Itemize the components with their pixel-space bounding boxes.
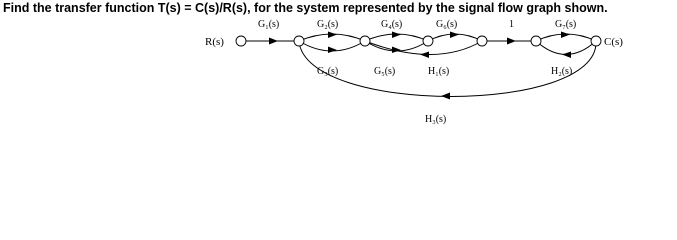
arrow-g2 (328, 32, 337, 39)
node-3 (423, 36, 433, 46)
arrow-g6 (450, 32, 459, 39)
label-g5: G₅(s) (374, 66, 396, 77)
label-h1: H₁(s) (428, 66, 450, 77)
input-label: R(s) (205, 36, 224, 48)
label-h2: H₂(s) (551, 66, 573, 77)
label-g3: G₃(s) (317, 66, 339, 77)
node-output (591, 36, 601, 46)
label-g4: G₄(s) (381, 19, 403, 30)
arrow-unity (507, 38, 516, 45)
arrow-h3 (441, 93, 450, 100)
node-4 (477, 36, 487, 46)
label-unity: 1 (509, 19, 514, 30)
label-g6: G₆(s) (436, 19, 458, 30)
node-input (236, 36, 246, 46)
label-g1: G₁(s) (258, 19, 280, 30)
arrow-g1 (269, 38, 278, 45)
node-5 (531, 36, 541, 46)
arrow-h2 (562, 52, 571, 59)
label-h3: H₃(s) (425, 114, 447, 125)
arrow-g7 (561, 32, 570, 39)
label-g7: G₇(s) (555, 19, 577, 30)
arrow-h1 (420, 52, 429, 59)
branch-h2 (536, 41, 596, 55)
label-g2: G₂(s) (317, 19, 339, 30)
problem-statement: Find the transfer function T(s) = C(s)/R(s), for the system represented by the signal flow graph shown. (3, 1, 608, 15)
node-1 (294, 36, 304, 46)
output-label: C(s) (604, 36, 623, 48)
arrow-g3 (328, 47, 337, 54)
arrow-g4 (392, 32, 401, 39)
node-2 (360, 36, 370, 46)
